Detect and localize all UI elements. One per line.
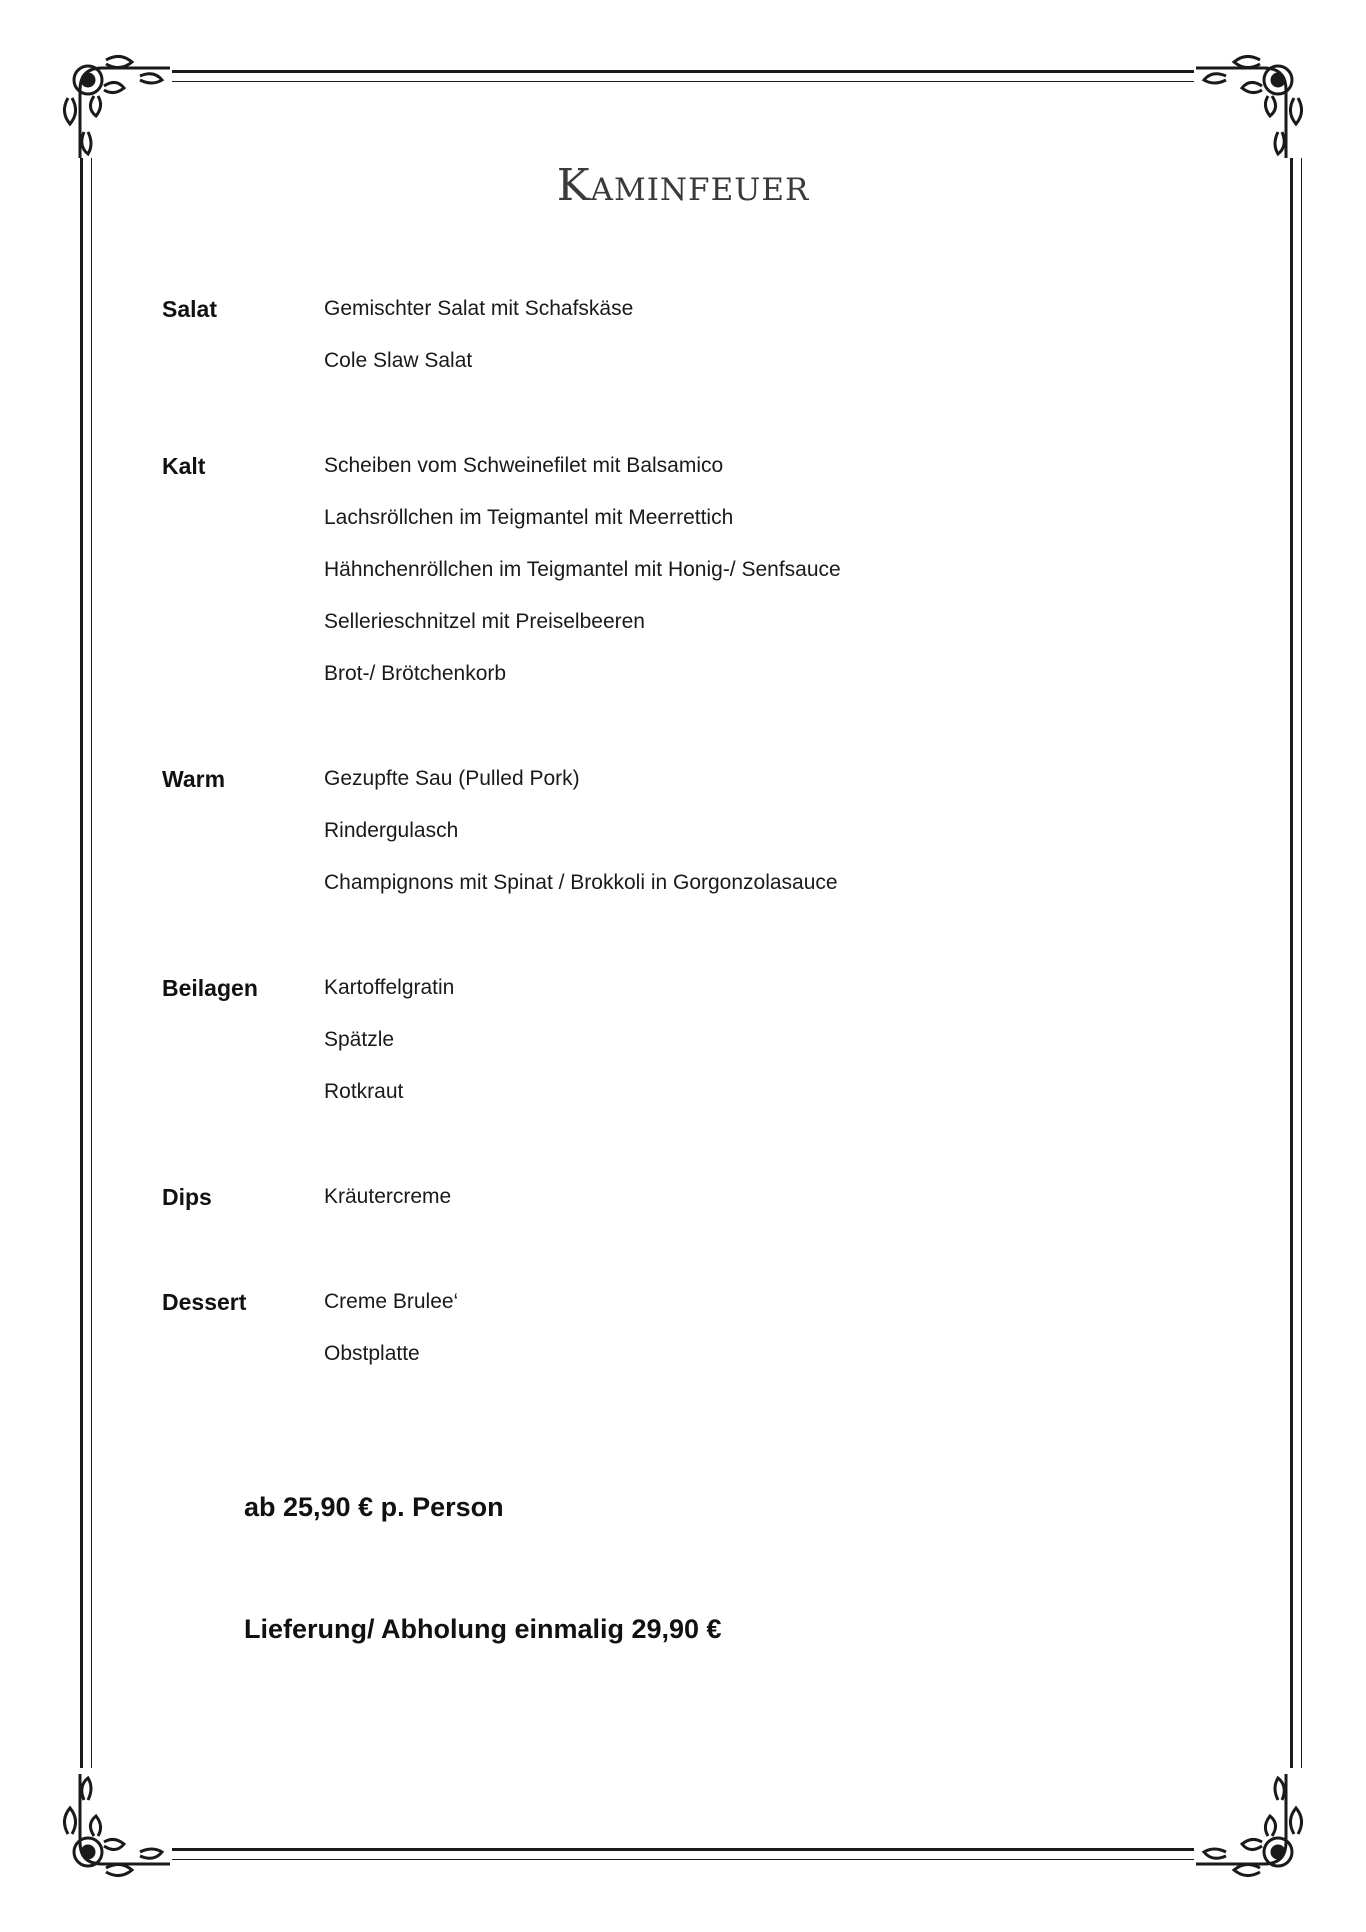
section-items [324, 451, 1162, 711]
section-label: Salat [162, 296, 217, 322]
section-label: Dips [162, 1184, 212, 1210]
frame-left-border [80, 158, 92, 1768]
menu-item: Kartoffelgratin [324, 976, 455, 999]
menu-item: Spätzle [324, 1028, 395, 1051]
section-label: Beilagen [162, 975, 258, 1001]
menu-item: Champignons mit Spinat / Brokkoli in Gorgonzolasauce [324, 871, 838, 894]
frame-top-border [172, 70, 1194, 82]
ornament-corner-top-right [1188, 50, 1308, 170]
menu-item: Creme Brulee‘ [324, 1290, 459, 1313]
menu-item: Cole Slaw Salat [324, 349, 473, 372]
menu-item: Lachsröllchen im Teigmantel mit Meerrettich [324, 506, 734, 529]
section-label: Kalt [162, 453, 206, 479]
ornament-corner-bottom-left [58, 1762, 178, 1882]
section-label: Warm [162, 766, 226, 792]
delivery-fee: Lieferung/ Abholung einmalig 29,90 € [244, 1614, 722, 1644]
menu-item: Obstplatte [324, 1342, 420, 1365]
section-items [324, 764, 1162, 920]
menu-item: Gemischter Salat mit Schafskäse [324, 297, 634, 320]
section-items [324, 973, 1162, 1129]
menu-item: Rindergulasch [324, 819, 459, 842]
section-salat [162, 294, 1162, 398]
frame-bottom-border [172, 1848, 1194, 1860]
menu-item: Sellerieschnitzel mit Preiselbeeren [324, 610, 645, 633]
menu-item: Kräutercreme [324, 1185, 452, 1208]
section-kalt [162, 451, 1162, 711]
ornament-corner-bottom-right [1188, 1762, 1308, 1882]
menu-item: Hähnchenröllchen im Teigmantel mit Honig-/ Senfsauce [324, 558, 841, 581]
section-beilagen [162, 973, 1162, 1129]
ornament-corner-top-left [58, 50, 178, 170]
section-warm [162, 764, 1162, 920]
menu-title: Kaminfeuer [556, 160, 810, 211]
price-per-person: ab 25,90 € p. Person [244, 1492, 504, 1522]
section-dessert [162, 1287, 1162, 1391]
section-items [324, 1287, 1162, 1391]
menu-item: Gezupfte Sau (Pulled Pork) [324, 767, 580, 790]
section-label: Dessert [162, 1289, 247, 1315]
section-items [324, 1182, 1162, 1234]
section-dips [162, 1182, 1162, 1234]
menu-sections [162, 294, 1162, 1444]
menu-item: Rotkraut [324, 1080, 404, 1103]
frame-right-border [1290, 158, 1302, 1768]
menu-item: Brot-/ Brötchenkorb [324, 662, 507, 685]
section-items [324, 294, 1162, 398]
menu-item: Scheiben vom Schweinefilet mit Balsamico [324, 454, 724, 477]
